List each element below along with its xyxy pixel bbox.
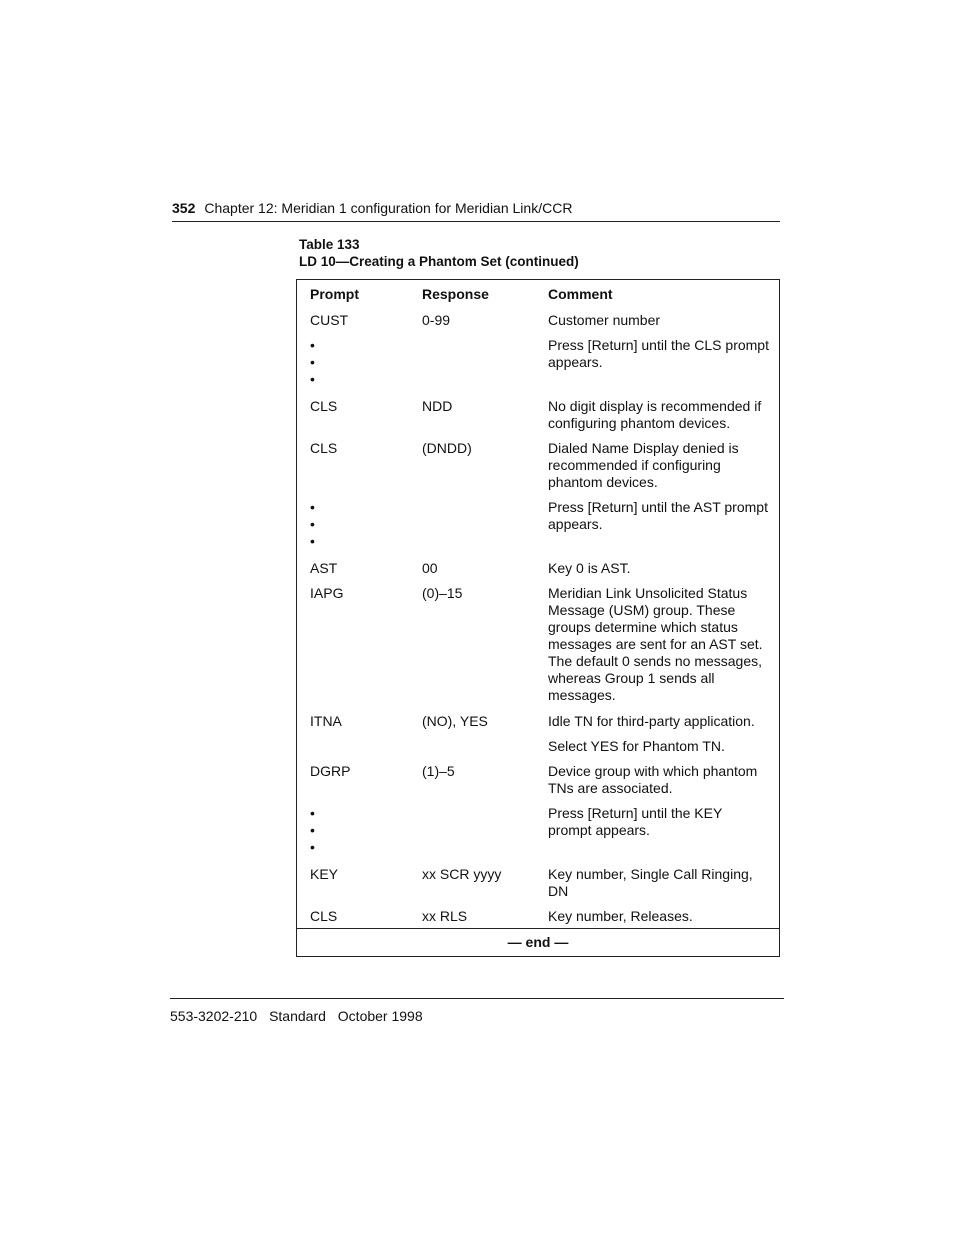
response-cell: (0)–15	[422, 585, 463, 601]
prompt-cell: CUST	[310, 312, 349, 328]
prompt-cell: CLS	[310, 440, 338, 456]
config-table	[296, 279, 780, 957]
ellipsis-dots: • • •	[310, 337, 315, 387]
comment-cell: Press [Return] until the AST prompt appears.	[548, 499, 768, 532]
response-cell: NDD	[422, 398, 453, 414]
prompt-cell: KEY	[310, 866, 339, 882]
comment-cell: Idle TN for third-party application.	[548, 713, 755, 729]
prompt-cell: CLS	[310, 908, 338, 924]
prompt-cell: ITNA	[310, 713, 342, 729]
page-number: 352	[172, 200, 196, 216]
response-cell: 0-99	[422, 312, 451, 328]
response-cell: (1)–5	[422, 763, 455, 779]
comment-cell: Key number, Releases.	[548, 908, 693, 924]
table-number: Table 133	[299, 237, 360, 252]
table-end-marker: — end —	[297, 928, 779, 957]
document-status: Standard	[269, 1008, 326, 1024]
prompt-cell: DGRP	[310, 763, 351, 779]
column-header-response: Response	[422, 286, 489, 302]
ellipsis-dots: • • •	[310, 805, 315, 855]
ellipsis-dots: • • •	[310, 499, 315, 549]
comment-cell: Key number, Single Call Ringing, DN	[548, 866, 753, 899]
page-header	[172, 199, 780, 222]
table-caption	[299, 236, 579, 270]
response-cell: 00	[422, 560, 438, 576]
response-cell: (DNDD)	[422, 440, 472, 456]
comment-cell: No digit display is recommended if configuring phantom devices.	[548, 398, 762, 431]
prompt-cell: CLS	[310, 398, 338, 414]
table-title: LD 10—Creating a Phantom Set (continued)	[299, 254, 579, 269]
page-footer	[170, 998, 784, 1025]
comment-cell: Press [Return] until the CLS prompt appears.	[548, 337, 769, 370]
chapter-title: Chapter 12: Meridian 1 configuration for Meridian Link/CCR	[204, 200, 573, 216]
comment-cell: Dialed Name Display denied is recommended if configuring phantom devices.	[548, 440, 739, 490]
prompt-cell: IAPG	[310, 585, 344, 601]
column-header-comment: Comment	[548, 286, 613, 302]
comment-cell: Meridian Link Unsolicited Status Message (USM) group. These groups determine which status messages are sent for an AST set. The default 0 sends no messages, whereas Group 1 sends all messages.	[548, 585, 763, 703]
response-cell: xx SCR yyyy	[422, 866, 502, 882]
document-date: October 1998	[337, 1008, 423, 1024]
comment-cell: Key 0 is AST.	[548, 560, 631, 576]
column-header-prompt: Prompt	[310, 286, 359, 302]
comment-cell: Customer number	[548, 312, 661, 328]
response-cell: xx RLS	[422, 908, 468, 924]
comment-cell: Device group with which phantom TNs are associated.	[548, 763, 758, 796]
prompt-cell: AST	[310, 560, 338, 576]
response-cell: (NO), YES	[422, 713, 488, 729]
comment-cell: Select YES for Phantom TN.	[548, 738, 725, 754]
comment-cell: Press [Return] until the KEY prompt appears.	[548, 805, 723, 838]
document-number: 553-3202-210	[170, 1008, 258, 1024]
